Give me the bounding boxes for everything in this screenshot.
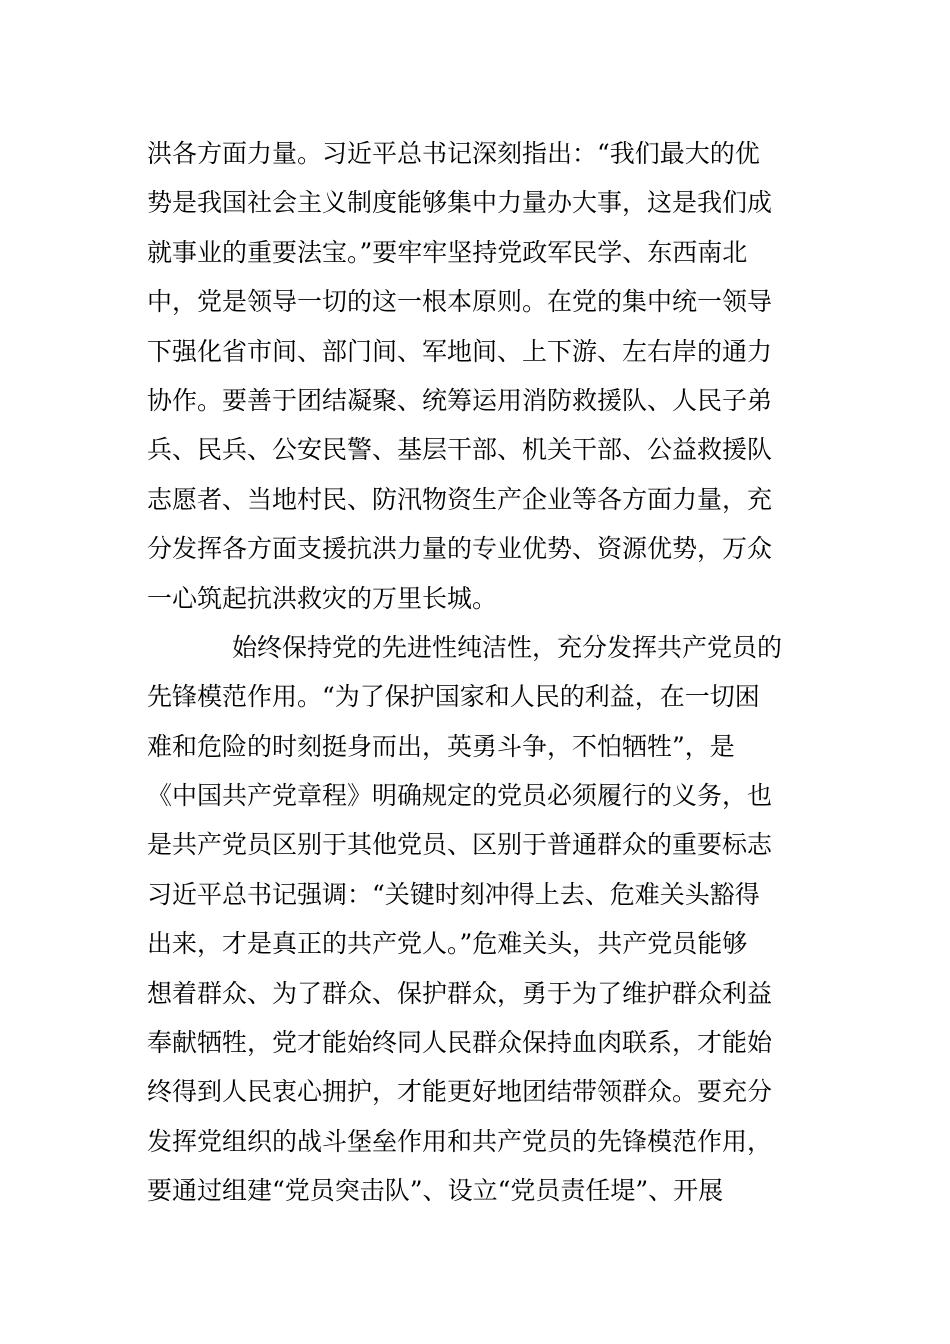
text-line: 出来，才是真正的共产党人。”危难关头，共产党员能够 [147,929,748,959]
text-line: 《中国共产党章程》明确规定的党员必须履行的义务，也 [147,781,773,811]
text-line: 先锋模范作用。“为了保护国家和人民的利益，在一切困 [147,682,760,712]
text-line: 是共产党员区别于其他党员、区别于普通群众的重要标志 [147,830,773,860]
text-line: 志愿者、当地村民、防汛物资生产企业等各方面力量，充 [147,484,773,514]
text-line: 要通过组建“党员突击队”、设立“党员责任堤”、开展 [147,1176,724,1206]
text-line: 想着群众、为了群众、保护群众，勇于为了维护群众利益 [147,978,773,1008]
text-line: 就事业的重要法宝。”要牢牢坚持党政军民学、东西南北 [147,237,748,267]
document-body [147,129,807,1216]
paragraph-first-line: 始终保持党的先进性纯洁性，充分发挥共产党员的 [232,632,783,662]
text-line: 协作。要善于团结凝聚、统筹运用消防救援队、人民子弟 [147,385,773,415]
text-line: 奉献牺牲，党才能始终同人民群众保持血肉联系，才能始 [147,1028,773,1058]
text-line: 终得到人民衷心拥护，才能更好地团结带领群众。要充分 [147,1077,773,1107]
text-line: 一心筑起抗洪救灾的万里长城。 [147,583,498,613]
text-line: 洪各方面力量。习近平总书记深刻指出：“我们最大的优 [147,139,760,168]
text-line: 发挥党组织的战斗堡垒作用和共产党员的先锋模范作用， [147,1126,773,1156]
text-line: 中，党是领导一切的这一根本原则。在党的集中统一领导 [147,287,773,317]
text-line: 下强化省市间、部门间、军地间、上下游、左右岸的通力 [147,336,773,366]
text-line: 习近平总书记强调：“关键时刻冲得上去、危难关头豁得 [147,879,760,909]
text-line: 分发挥各方面支援抗洪力量的专业优势、资源优势，万众 [147,534,773,564]
text-line: 兵、民兵、公安民警、基层干部、机关干部、公益救援队 [147,435,773,465]
text-line: 难和危险的时刻挺身而出，英勇斗争，不怕牺牲”，是 [147,731,735,761]
text-line: 势是我国社会主义制度能够集中力量办大事，这是我们成 [147,188,773,218]
